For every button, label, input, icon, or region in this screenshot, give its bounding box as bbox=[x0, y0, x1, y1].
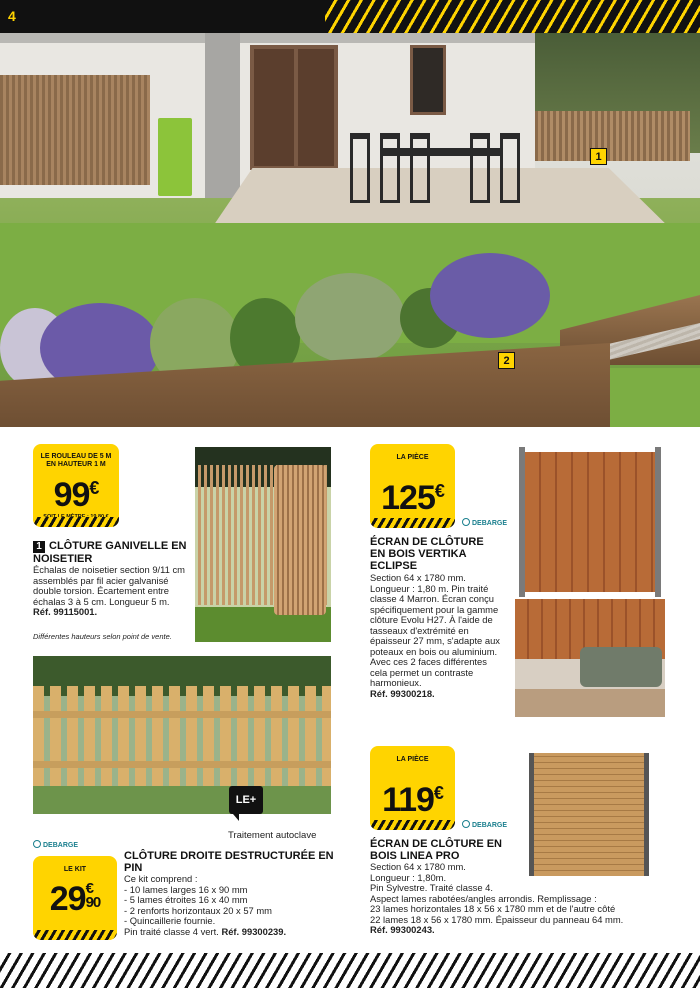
price-amount: 29€ 90 bbox=[49, 880, 101, 918]
price-header: LE ROULEAU DE 5 M EN HAUTEUR 1 M bbox=[40, 453, 112, 468]
product-number: 1 bbox=[33, 541, 45, 553]
product-description-ganivelle: Échalas de noisetier section 9/11 cm assemblés par fil acier galvanisé double torsion. Écartement entre échalas 3 à 5 cm. Longueur 5 m. Réf. 9911500​1. bbox=[33, 564, 185, 617]
price-header: LE KIT bbox=[63, 866, 87, 873]
debarge-logo-icon bbox=[462, 518, 470, 526]
le-plus-badge: LE+ bbox=[229, 786, 263, 814]
pillar bbox=[205, 33, 240, 198]
product-description-linea: Section 64 x 1780 mm. Longueur : 1,80m. Pin Sylvestre. Traité classe 4. Aspect lames rabotées/angles arrondis. Remplissage : 23 lames horizontales 18 x 56 x 1780 mm et de l'autre côté 22 lames 18 x 56 x 1780 mm. Épaisseur du panneau 64 mm. Réf. 99300243. bbox=[370, 862, 670, 936]
product-note: Différentes hauteurs selon point de vente. bbox=[33, 632, 172, 641]
bottom-stripes bbox=[0, 953, 700, 990]
product-title-picket: CLÔTURE DROITE DESTRUCTURÉE EN PIN bbox=[124, 850, 334, 874]
price-amount: 99€ bbox=[53, 476, 99, 514]
ganivelle-fence-photo bbox=[195, 447, 331, 642]
hero-garden-photo bbox=[0, 33, 700, 427]
dining-set bbox=[350, 133, 530, 208]
product-ref: Réf. 99300218. bbox=[370, 687, 435, 699]
price-header: LA PIÈCE bbox=[396, 756, 429, 763]
product-title-vertika: ÉCRAN DE CLÔTURE EN BOIS VERTIKA ECLIPSE bbox=[370, 536, 484, 572]
price-tag-ganivelle bbox=[33, 444, 119, 527]
price-amount: 119€ bbox=[382, 781, 443, 819]
ganivelle-fence bbox=[535, 111, 690, 161]
product-ref: Réf. 99300239. bbox=[221, 925, 287, 937]
kit-item: - 2 renforts horizontaux 20 x 57 mm bbox=[124, 904, 272, 916]
kit-item: - 5 lames étroites 16 x 40 mm bbox=[124, 894, 248, 905]
product-description-picket: Ce kit comprend : - 10 lames larges 16 x 90 mm - 5 lames étroites 16 x 40 mm - 2 renforts horizontaux 20 x 57 mm - Quincaillerie fournie. Pin traité classe 4 vert. Réf. 99300239. bbox=[124, 874, 339, 937]
price-tag-linea bbox=[370, 746, 455, 830]
top-bar bbox=[0, 0, 700, 33]
debarge-logo-icon bbox=[462, 820, 470, 828]
product-description-vertika: Section 64 x 1780 mm. Longueur : 1,80 m. Pin traité classe 4 Marron. Écran conçu spécifiquement pour la gamme clôture Evolu H27. À l'aide de tasseaux d'extrémité en épaisseur 27 mm, s'adapte aux poteaux en bois ou aluminium. Avec ces 2 faces différentes cela permet un contraste harmonieux. Réf. 99300218. bbox=[370, 572, 500, 699]
price-tag-vertika bbox=[370, 444, 455, 528]
product-title-linea: ÉCRAN DE CLÔTURE EN BOIS LINEA PRO bbox=[370, 838, 503, 862]
brand-logo-debarge: DEBARGE bbox=[462, 820, 507, 829]
vertika-screen-photo bbox=[515, 447, 667, 717]
debarge-logo-icon bbox=[33, 840, 41, 848]
hazard-stripes bbox=[325, 0, 700, 33]
product-ref: Réf. 99300243. bbox=[370, 924, 435, 935]
price-tag-picket bbox=[33, 856, 117, 940]
marker-2: 2 bbox=[498, 352, 515, 369]
price-amount: 125€ bbox=[381, 479, 444, 517]
kit-item: - Quincaillerie fournie. bbox=[124, 915, 216, 926]
price-header: LA PIÈCE bbox=[396, 454, 429, 461]
reed-fence bbox=[0, 75, 150, 185]
picket-fence-photo bbox=[33, 656, 331, 814]
kit-item: - 10 lames larges 16 x 90 mm bbox=[124, 883, 248, 895]
brand-logo-debarge: DEBARGE bbox=[33, 840, 78, 849]
page-number: 4 bbox=[8, 8, 16, 24]
product-ref: Réf. 9911500​1. bbox=[33, 606, 98, 617]
green-planter bbox=[158, 118, 192, 196]
window bbox=[410, 45, 446, 115]
brand-logo-debarge: DEBARGE bbox=[462, 518, 507, 527]
treatment-note: Traitement autoclave bbox=[228, 830, 317, 841]
product-title-ganivelle: 1 CLÔTURE GANIVELLE EN NOISETIER bbox=[33, 540, 187, 565]
patio-door bbox=[250, 45, 338, 170]
marker-1: 1 bbox=[590, 148, 607, 165]
